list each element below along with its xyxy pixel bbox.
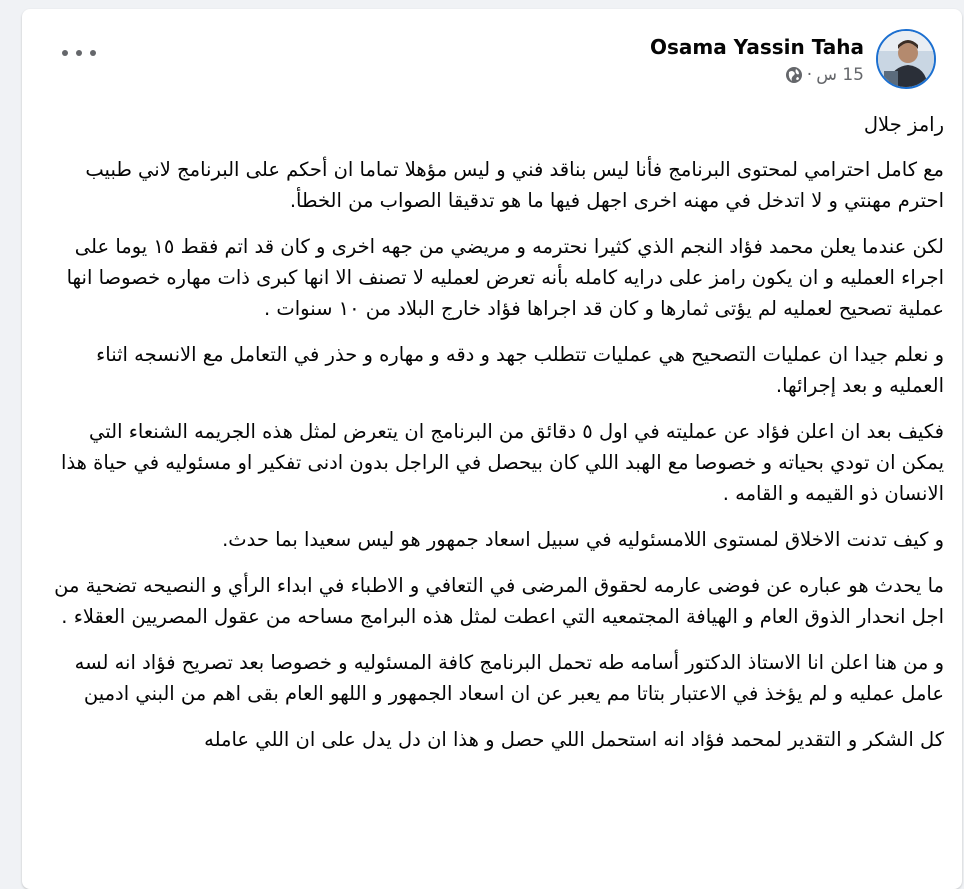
post-card: [22, 9, 962, 889]
post-paragraph: ما يحدث هو عباره عن فوضى عارمه لحقوق المرضى في التعافي و الاطباء في ابداء الرأي و النصيحه تضحية من اجل انحدار الذوق العام و الهيافة المجتمعيه التي اعطت لمثل هذه البرامج مساحه من عقول المصريين العقلاء .: [54, 574, 944, 628]
post-paragraph: كل الشكر و التقدير لمحمد فؤاد انه استحمل اللي حصل و هذا ان دل يدل على ان اللي عامله: [204, 728, 944, 751]
post-paragraph: لكن عندما يعلن محمد فؤاد النجم الذي كثيرا نحترمه و مريضي من جهه اخرى و كان قد اتم فقط ١٥ يوما على اجراء العمليه و ان يكون رامز على درايه كامله بأنه تعرض لعمليه لا تصنف الا انها كبرى ذات مهاره خصوصا انها عملية تصحيح لعمليه لم يؤتى ثمارها و كان قد اجراها فؤاد خارج البلاد من ١٠ سنوات .: [66, 235, 944, 320]
post-paragraph: فكيف بعد ان اعلن فؤاد عن عمليته في اول ٥ دقائق من البرنامج ان يتعرض لمثل هذه الجريمه الشنعاء التي يمكن ان تودي بحياته و خصوصا مع الهبد اللي كان بيحصل في الراجل بدون ادنى تفكير او مسئوليه في حياة هذا الانسان ذو القيمه و القامه .: [61, 420, 944, 505]
post-timestamp[interactable]: 15 س: [816, 65, 864, 85]
post-paragraph: و نعلم جيدا ان عمليات التصحيح هي عمليات تتطلب جهد و دقه و مهاره و حذر في التعامل مع الانسجه اثناء العمليه و بعد إجرائها.: [96, 343, 944, 397]
more-options-icon[interactable]: [62, 43, 96, 63]
dot-icon: [76, 50, 82, 56]
globe-icon[interactable]: [785, 66, 803, 84]
post-text: [48, 109, 944, 770]
post-paragraph: رامز جلال: [863, 113, 944, 136]
dot-icon: [90, 50, 96, 56]
post-meta: [785, 65, 864, 85]
post-paragraph: مع كامل احترامي لمحتوى البرنامج فأنا ليس بناقد فني و ليس مؤهلا تماما ان أحكم على البرنامج لاني طبيب احترم مهنتي و لا اتدخل في مهنه اخرى اجهل فيها ما هو تدقيقا الصواب من الخطأ.: [85, 158, 944, 212]
author-avatar[interactable]: [876, 29, 936, 89]
post-paragraph: و من هنا اعلن انا الاستاذ الدكتور أسامه طه تحمل البرنامج كافة المسئوليه و خصوصا بعد تصريح فؤاد انه لسه عامل عمليه و لم يؤخذ في الاعتبار بتاتا مم يعبر عن ان اسعاد الجمهور و اللهو العام بقى اهم من البني ادمين: [74, 651, 944, 705]
author-name[interactable]: Osama Yassin Taha: [649, 35, 864, 59]
post-paragraph: و كيف تدنت الاخلاق لمستوى اللامسئوليه في سبيل اسعاد جمهور هو ليس سعيدا بما حدث.: [222, 528, 944, 551]
meta-separator: ·: [806, 65, 813, 85]
post-header: [22, 9, 962, 99]
dot-icon: [62, 50, 68, 56]
